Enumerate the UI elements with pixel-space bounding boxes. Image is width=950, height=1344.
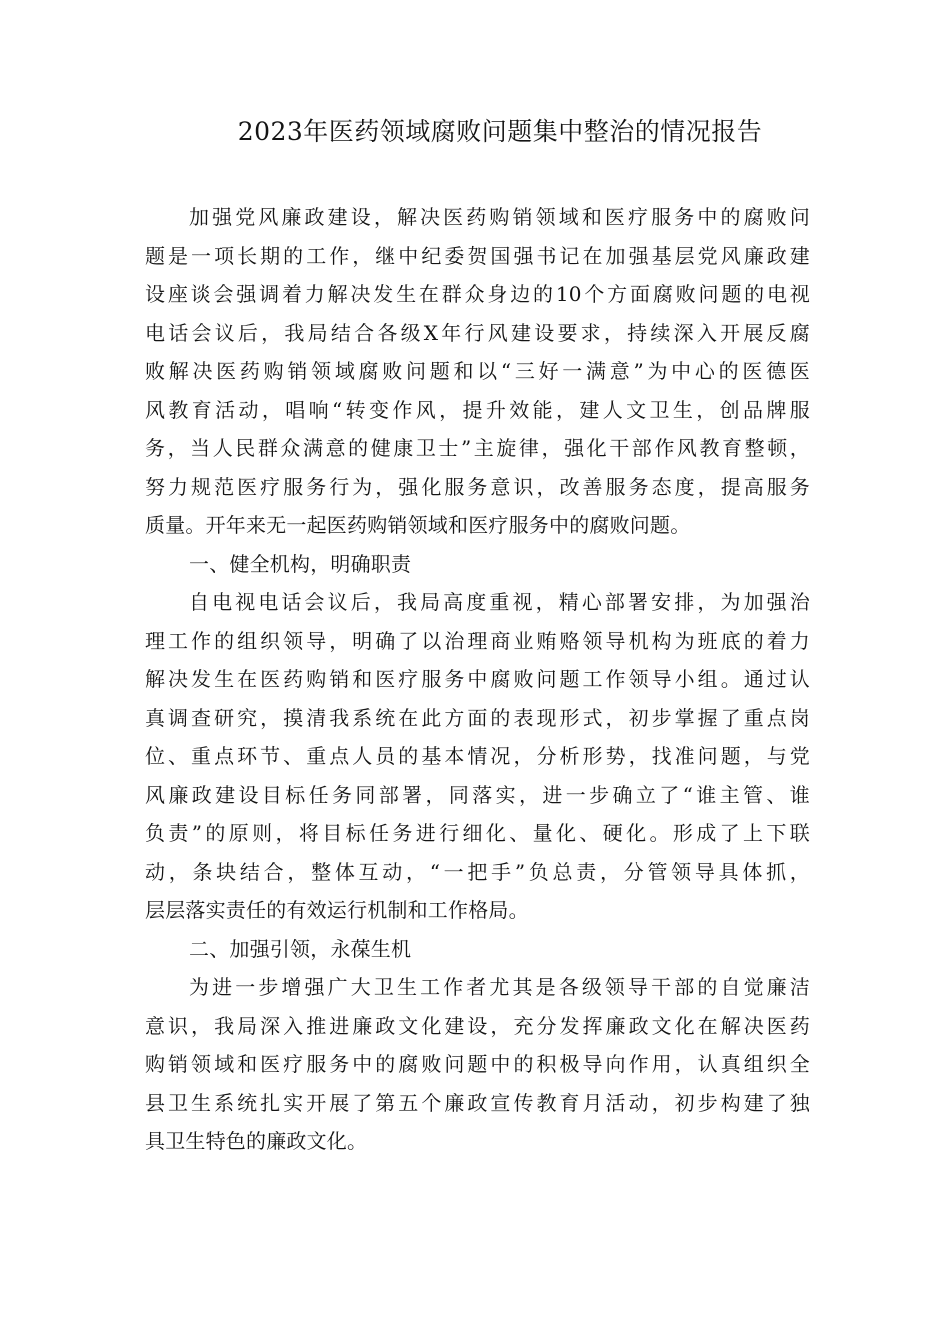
text-line: 设座谈会强调着力解决发生在群众身边的10个方面腐败问题的电视 [145, 282, 810, 306]
text-line: 加强党风廉政建设，解决医药购销领域和医疗服务中的腐败问 [189, 205, 810, 229]
text-line: 动，条块结合，整体互动，“一把手”负总责，分管领导具体抓， [145, 859, 810, 884]
text-line: 解决发生在医药购销和医疗服务中腐败问题工作领导小组。通过认 [145, 667, 810, 691]
text-line: 位、重点环节、重点人员的基本情况，分析形势，找准问题，与党 [145, 744, 810, 768]
text-line: 一、健全机构，明确职责 [189, 551, 412, 576]
document-body [145, 198, 810, 1161]
text-line: 具卫生特色的廉政文化。 [145, 1129, 368, 1153]
text-line: 质量。开年来无一起医药购销领域和医疗服务中的腐败问题。 [145, 513, 691, 537]
text-line: 真调查研究，摸清我系统在此方面的表现形式，初步掌握了重点岗 [145, 705, 810, 730]
text-line: 努力规范医疗服务行为，强化服务意识，改善服务态度，提高服务 [145, 474, 810, 499]
text-line: 负责”的原则，将目标任务进行细化、量化、硬化。形成了上下联 [145, 821, 810, 845]
text-line: 风廉政建设目标任务同部署，同落实，进一步确立了“谁主管、谁 [145, 782, 810, 807]
text-line: 自电视电话会议后，我局高度重视，精心部署安排，为加强治 [189, 590, 810, 614]
text-line: 层层落实责任的有效运行机制和工作格局。 [145, 898, 529, 922]
text-line: 购销领域和医疗服务中的腐败问题中的积极导向作用，认真组织全 [145, 1052, 810, 1076]
text-line: 风教育活动，唱响“转变作风，提升效能，建人文卫生，创品牌服 [145, 397, 810, 422]
text-line: 为进一步增强广大卫生工作者尤其是各级领导干部的自觉廉洁 [189, 975, 810, 999]
text-line: 意识，我局深入推进廉政文化建设，充分发挥廉政文化在解决医药 [145, 1013, 810, 1038]
text-line: 理工作的组织领导，明确了以治理商业贿赂领导机构为班底的着力 [145, 628, 810, 653]
text-line: 败解决医药购销领域腐败问题和以“三好一满意”为中心的医德医 [145, 359, 810, 383]
text-line: 题是一项长期的工作，继中纪委贺国强书记在加强基层党风廉政建 [145, 243, 810, 268]
text-line: 二、加强引领，永葆生机 [189, 936, 412, 961]
text-line: 务，当人民群众满意的健康卫士”主旋律，强化干部作风教育整顿， [145, 436, 810, 460]
text-line: 县卫生系统扎实开展了第五个廉政宣传教育月活动，初步构建了独 [145, 1090, 810, 1115]
text-line: 电话会议后，我局结合各级X年行风建设要求，持续深入开展反腐 [145, 320, 810, 345]
document-title: 2023年医药领域腐败问题集中整治的情况报告 [237, 117, 763, 146]
